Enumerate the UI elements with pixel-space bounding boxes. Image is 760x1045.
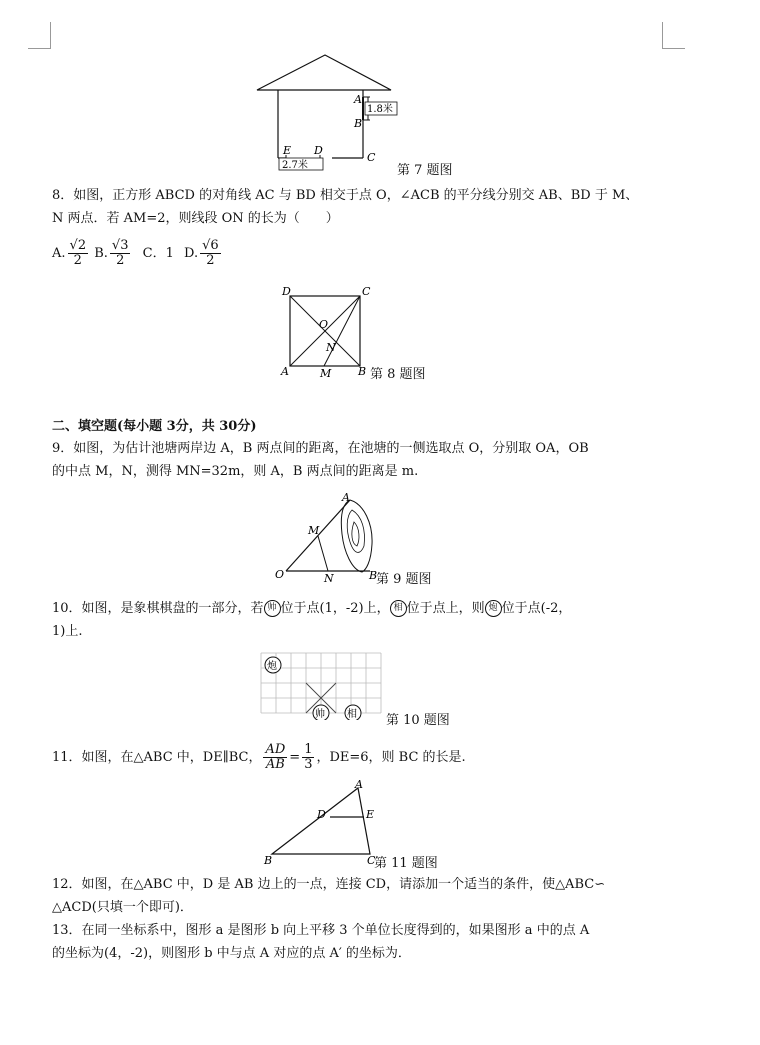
q11-frac-num: AD xyxy=(265,742,286,757)
figure-8-square xyxy=(278,284,378,380)
figure-10-chessboard xyxy=(256,648,386,720)
figure-9-label-a: A xyxy=(342,491,350,504)
section-2-title: 二、填空题(每小题 3分，共 30分) xyxy=(52,419,257,434)
q8-option-a-num: √2 xyxy=(69,238,87,253)
figure-7-house xyxy=(250,50,400,175)
q13-line-2: 的坐标为(4，-2)，则图形 b 中与点 A 对应的点 A′ 的坐标为． xyxy=(52,946,411,961)
q8-option-d: D. xyxy=(183,246,199,261)
q11-frac-den: AB xyxy=(265,757,285,772)
q8-options xyxy=(52,233,692,275)
figure-11-caption: 第 11 题图 xyxy=(374,856,438,871)
figure-8-label-o: O xyxy=(319,318,329,331)
q8-option-d-num: √6 xyxy=(202,238,219,253)
q8-option-a-den: 2 xyxy=(73,253,82,268)
figure-8-label-a: A xyxy=(281,365,289,378)
figure-8-label-m: M xyxy=(320,367,332,380)
figure-8-label-n: N xyxy=(326,341,336,354)
q8-option-a: A. xyxy=(52,246,66,261)
figure-11-label-d: D xyxy=(317,808,326,821)
figure-8-label-d: D xyxy=(282,285,291,298)
figure-7-caption: 第 7 题图 xyxy=(397,163,453,178)
figure-7-dim-1: 1.8米 xyxy=(367,104,393,115)
figure-11-label-b: B xyxy=(264,854,273,867)
q12-line-2: △ACD(只填一个即可)． xyxy=(52,900,193,915)
figure-9-label-n: N xyxy=(324,572,334,582)
figure-8-label-c: C xyxy=(362,285,371,298)
q9-line-2: 的中点 M，N，测得 MN=32m，则 A，B 两点间的距离是 m. xyxy=(52,464,419,479)
q8-option-c: C．1 xyxy=(142,246,174,261)
figure-9-pond xyxy=(272,490,382,582)
q8-line-2: N 两点．若 AM=2，则线段 ON 的长为（ ） xyxy=(52,211,339,226)
q8-line-1: 8．如图，正方形 ABCD 的对角线 AC 与 BD 相交于点 O，∠ACB 的平分线分别交 AB、BD 于 M、 xyxy=(52,188,639,203)
figure-8-label-b: B xyxy=(358,365,367,378)
figure-7-label-a: A xyxy=(354,93,362,106)
figure-11-label-a: A xyxy=(355,778,363,791)
q13-line-1: 13．在同一坐标系中，图形 a 是图形 b 向上平移 3 个单位长度得到的，如果图形 a 中的点 A xyxy=(52,923,590,938)
figure-9-label-b: B xyxy=(369,569,378,582)
q10-line-2: 1)上. xyxy=(52,624,83,639)
figure-9-label-o: O xyxy=(275,568,285,581)
q8-option-b-num: √3 xyxy=(111,238,129,253)
piece-xiang: 相 xyxy=(347,709,357,720)
q11-line: 11．如图，在△ABC 中，DE∥BC， $\frac{AD}{AB}$ = $\frac{1}{3}$ ，DE=6，则 BC 的长是. xyxy=(52,742,466,772)
q8-option-d-den: 2 xyxy=(206,253,215,268)
figure-11-label-e: E xyxy=(366,808,375,821)
figure-11-triangle xyxy=(260,778,380,868)
figure-9-label-m: M xyxy=(308,524,320,537)
q8-option-b-den: 2 xyxy=(116,253,125,268)
piece-shuai-inline: 帅 xyxy=(264,600,281,617)
figure-7-label-e: E xyxy=(283,144,292,157)
figure-10-caption: 第 10 题图 xyxy=(386,713,450,728)
piece-shuai: 帅 xyxy=(315,709,325,720)
figure-7-label-c: C xyxy=(367,151,376,164)
q11-val-num: 1 xyxy=(304,742,313,757)
q10-line-1: 10．如图，是象棋棋盘的一部分，若 帅 位于点(1，-2)上， 相 位于点上，则 炮 位于点(-2， xyxy=(52,601,572,616)
piece-xiang-inline: 相 xyxy=(390,600,407,617)
piece-pao: 炮 xyxy=(267,661,277,672)
corner-mark-left xyxy=(28,22,51,49)
q12-line-1: 12．如图，在△ABC 中，D 是 AB 边上的一点，连接 CD，请添加一个适当的条件，使△ABC∽ xyxy=(52,877,606,892)
corner-mark-right xyxy=(662,22,685,49)
figure-8-caption: 第 8 题图 xyxy=(370,367,426,382)
figure-7-label-b: B xyxy=(354,117,363,130)
figure-7-dim-2: 2.7米 xyxy=(282,160,308,171)
q9-line-1: 9．如图，为估计池塘两岸边 A，B 两点间的距离，在池塘的一侧选取点 O，分别取 OA，OB xyxy=(52,441,589,456)
figure-9-caption: 第 9 题图 xyxy=(376,572,432,587)
figure-11-label-c: C xyxy=(367,854,376,867)
piece-pao-inline: 炮 xyxy=(485,600,502,617)
q8-option-b: B. xyxy=(94,246,108,261)
q11-val-den: 3 xyxy=(304,757,313,772)
figure-7-label-d: D xyxy=(314,144,323,157)
